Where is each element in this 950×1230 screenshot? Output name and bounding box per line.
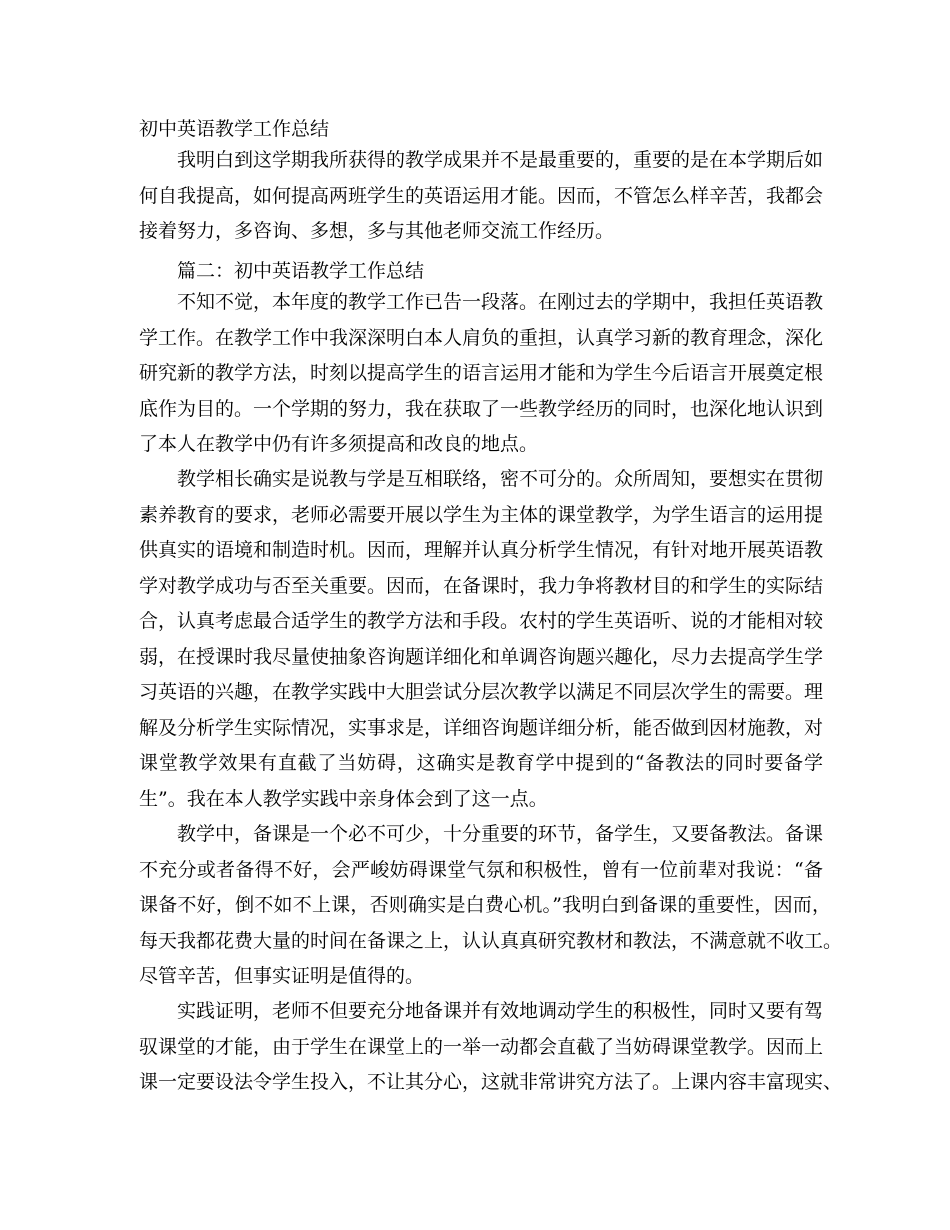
paragraph-line: 素养教育的要求，老师必需要开展以学生为主体的课堂教学，为学生语言的运用提: [139, 503, 824, 526]
document-title: 初中英语教学工作总结: [139, 118, 330, 140]
paragraph-line: 我明白到这学期我所获得的教学成果并不是最重要的，重要的是在本学期后如: [177, 149, 824, 171]
paragraph-line: 合，认真考虑最合适学生的教学方法和手段。农村的学生英语听、说的才能相对较: [139, 610, 824, 632]
paragraph-line: 课堂教学效果有直截了当妨碍，这确实是教育学中提到的“备教法的同时要备学: [139, 752, 823, 774]
section-paragraph-3: [139, 817, 843, 995]
paragraph-line: 供真实的语境和制造时机。因而，理解并认真分析学生情况，有针对地开展英语教: [139, 539, 824, 561]
paragraph-line: 学工作。在教学工作中我深深明白本人肩负的重担，认真学习新的教育理念，深化: [139, 326, 824, 349]
paragraph-line: 驭课堂的才能，由于学生在课堂上的一举一动都会直截了当妨碍课堂教学。因而上: [139, 1035, 824, 1058]
section-paragraph-2: [139, 462, 823, 817]
paragraph-line: 生”。我在本人教学实践中亲身体会到了这一点。: [139, 787, 548, 810]
paragraph-line: 实践证明，老师不但要充分地备课并有效地调动学生的积极性，同时又要有驾: [177, 1000, 824, 1022]
section-paragraph-4: [139, 994, 843, 1101]
paragraph-line: 不知不觉，本年度的教学工作已告一段落。在刚过去的学期中，我担任英语教: [177, 291, 824, 313]
paragraph-line: 底作为目的。一个学期的努力，我在获取了一些教学经历的同时，也深化地认识到: [139, 397, 824, 420]
paragraph-line: 习英语的兴趣，在教学实践中大胆尝试分层次教学以满足不同层次学生的需要。理: [139, 681, 824, 703]
paragraph-line: 接着努力，多咨询、多想，多与其他老师交流工作经历。: [139, 220, 615, 242]
paragraph-line: 不充分或者备得不好，会严峻妨碍课堂气氛和积极性，曾有一位前辈对我说：“备: [139, 858, 823, 881]
paragraph-line: 尽管辛苦，但事实证明是值得的。: [139, 965, 425, 987]
paragraph-line: 课备不好，倒不如不上课，否则确实是白费心机。”我明白到备课的重要性，因而，: [139, 894, 831, 916]
paragraph-line: 弱，在授课时我尽量使抽象咨询题详细化和单调咨询题兴趣化，尽力去提高学生学: [139, 645, 824, 668]
paragraph-line: 课一定要设法令学生投入，不让其分心，这就非常讲究方法了。上课内容丰富现实、: [139, 1071, 843, 1093]
paragraph-line: 每天我都花费大量的时间在备课之上，认认真真研究教材和教法，不满意就不收工。: [139, 929, 843, 952]
paragraph-line: 解及分析学生实际情况，实事求是，详细咨询题详细分析，能否做到因材施教，对: [139, 716, 824, 739]
paragraph-line: 了本人在教学中仍有许多须提高和改良的地点。: [139, 433, 539, 455]
section-title: 篇二：初中英语教学工作总结: [177, 260, 425, 282]
paragraph-line: 何自我提高，如何提高两班学生的英语运用才能。因而，不管怎么样辛苦，我都会: [139, 184, 824, 207]
intro-paragraph: [139, 143, 823, 250]
section-paragraph-1: [139, 285, 823, 463]
paragraph-line: 教学中，备课是一个必不可少，十分重要的环节，备学生，又要备教法。备课: [177, 823, 824, 845]
paragraph-line: 学对教学成功与否至关重要。因而，在备课时，我力争将教材目的和学生的实际结: [139, 574, 824, 597]
paragraph-line: 研究新的教学方法，时刻以提高学生的语言运用才能和为学生今后语言开展奠定根: [139, 362, 824, 384]
paragraph-line: 教学相长确实是说教与学是互相联络，密不可分的。众所周知，要想实在贯彻: [177, 468, 824, 490]
